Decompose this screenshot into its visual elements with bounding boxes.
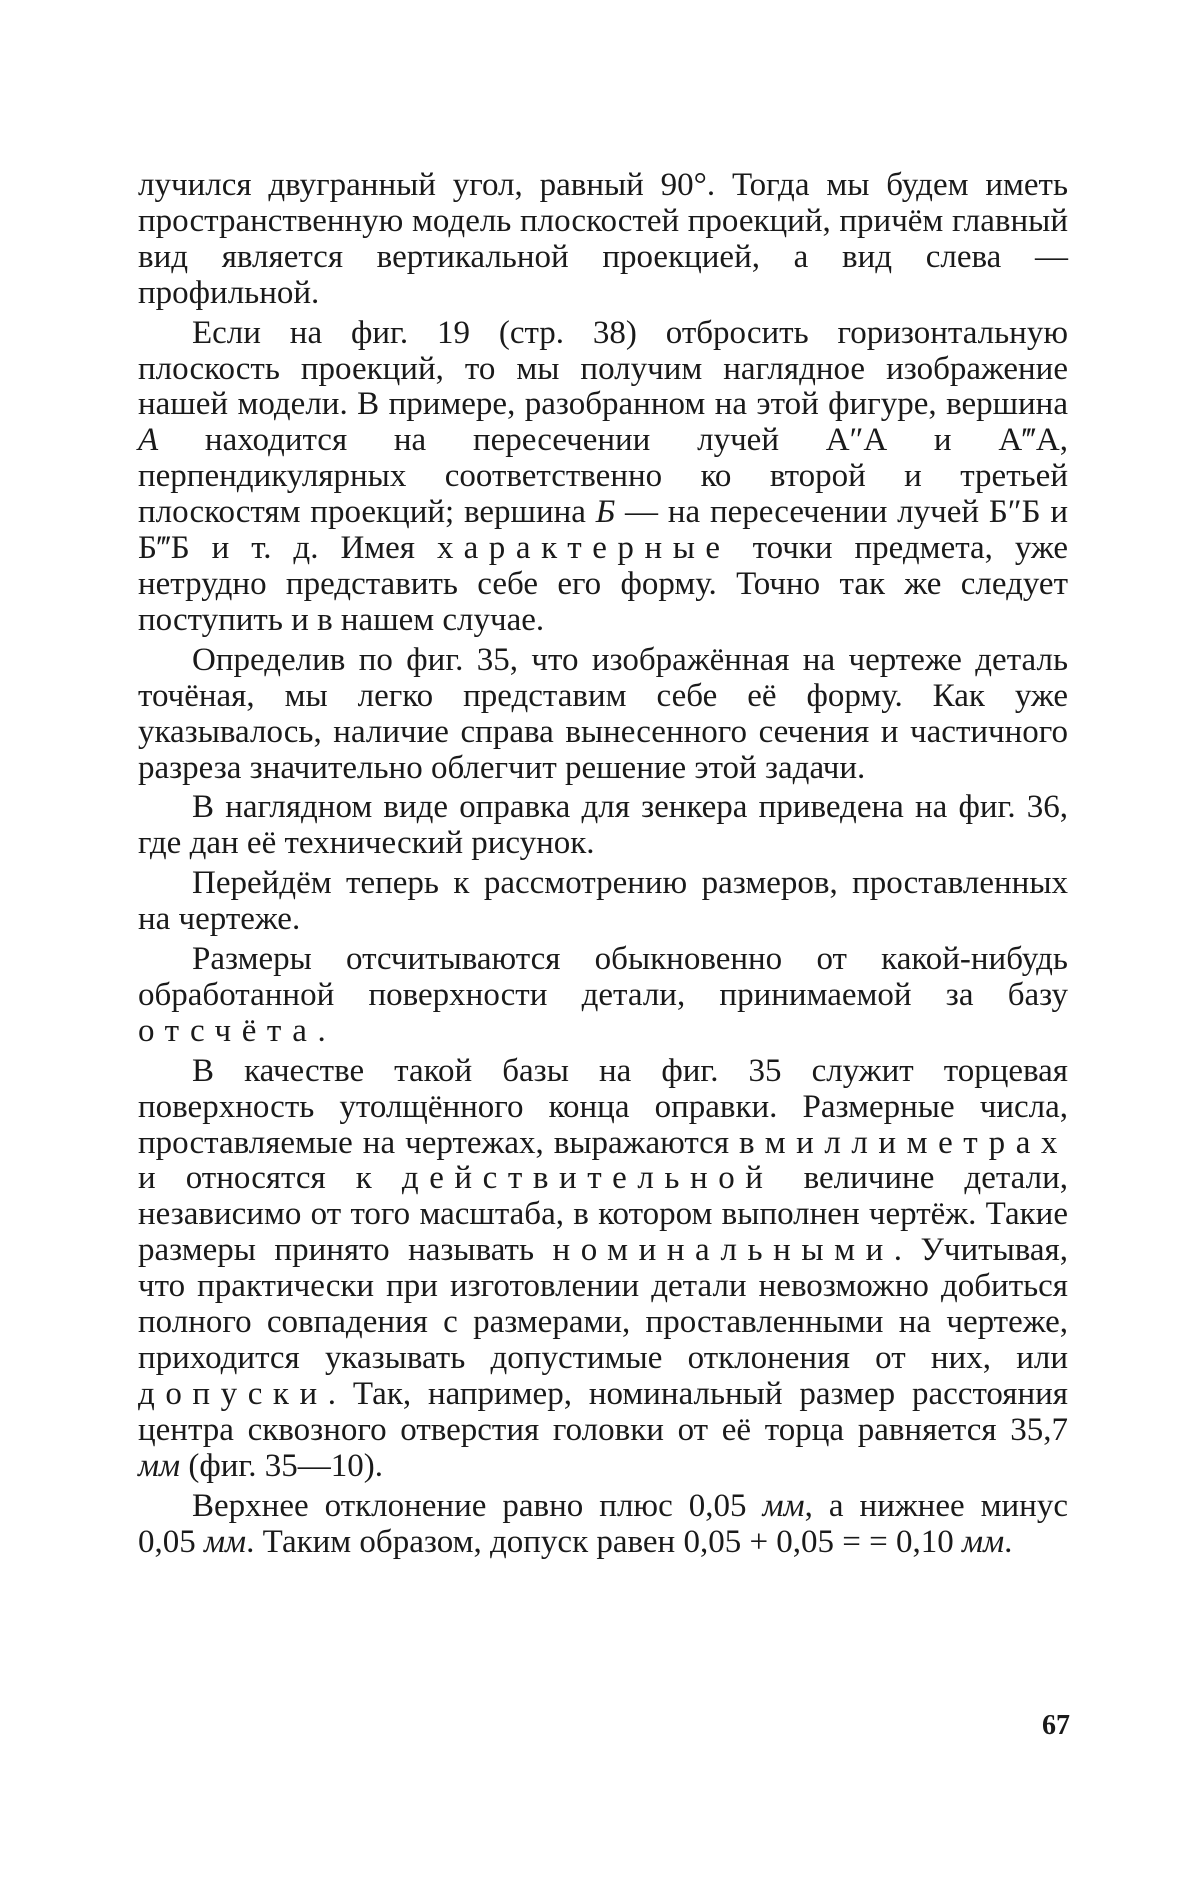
text-segment: , а нижнее минус 0,05 <box>138 1487 1068 1560</box>
text-segment: (фиг. 35—10). <box>180 1447 383 1484</box>
text-segment: . Учитывая, что практически при изготовлении детали невозможно добиться полного совпадения с размерами, проставленными на чертеже, приходится указывать допустимые отклонения от них, или <box>138 1232 1068 1376</box>
text-segment: Перейдём теперь к рассмотрению размеров, проставленных на чертеже. <box>138 865 1068 938</box>
text-segment: мм <box>762 1487 805 1524</box>
text-segment: Если на фиг. 19 (стр. 38) отбросить горизонтальную плоскость проекций, то мы получим наглядное изображение нашей модели. В примере, разобранном на этой фигуре, вершина <box>138 314 1068 423</box>
text-segment: . Таким образом, допуск равен 0,05 + 0,05 = = 0,10 <box>246 1523 963 1560</box>
paragraph-p2 <box>138 316 1068 639</box>
text-segment: А <box>138 422 159 459</box>
body-text <box>138 168 1068 1564</box>
text-segment: допуски <box>138 1375 328 1412</box>
paragraph-p3 <box>138 643 1068 787</box>
text-segment: характерные <box>436 530 731 567</box>
paragraph-p7 <box>138 1054 1068 1485</box>
paragraph-p5 <box>138 866 1068 938</box>
text-segment: Размеры отсчитываются обыкновенно от какой-нибудь обработанной поверхности детали, принимаемой за базу <box>138 941 1068 1013</box>
text-segment: точки предмета, уже нетрудно представить себе его форму. Точно так же следует поступить и в нашем случае. <box>138 530 1068 638</box>
page-number: 67 <box>1042 1710 1070 1741</box>
text-segment: действительной <box>401 1160 774 1197</box>
text-segment: Б <box>595 494 616 531</box>
text-segment: . <box>317 1012 326 1049</box>
text-segment: — на пересечении лучей Б″Б и Б‴Б и т. д. Имея <box>138 494 1069 567</box>
text-segment: миллиметрах <box>764 1124 1068 1161</box>
text-segment: Определив по фиг. 35, что изображённая на чертеже деталь точёная, мы легко представим себе её форму. Как уже указывалось, наличие справа вынесенного сечения и частичного разреза значительно облегчит решение этой задачи. <box>138 641 1068 786</box>
text-segment: лучился двугранный угол, равный 90°. Тогда мы будем иметь пространственную модель плоскостей проекций, причём главный вид является вертикальной проекцией, а вид слева — профильной. <box>138 167 1068 311</box>
paragraph-p6 <box>138 942 1068 1050</box>
text-segment: находится на пересечении лучей А″А и А‴А, перпендикулярных соответственно ко второй и третьей плоскостям проекций; вершина <box>138 422 1068 531</box>
text-segment: мм <box>962 1523 1005 1560</box>
text-segment: мм <box>138 1447 181 1484</box>
paragraph-p1 <box>138 168 1068 312</box>
paragraph-p4 <box>138 790 1068 862</box>
text-segment: величине детали, независимо от того масштаба, в котором выполнен чертёж. Такие размеры принято называть <box>138 1160 1068 1269</box>
text-segment: В наглядном виде оправка для зенкера приведена на фиг. 36, где дан её технический рисунок. <box>138 789 1068 862</box>
text-segment: отсчёта <box>138 1012 318 1049</box>
text-segment: и относятся к <box>138 1160 402 1197</box>
text-segment: . Так, например, номинальный размер расстояния центра сквозного отверстия головки от её торца равняется 35,7 <box>138 1375 1068 1448</box>
text-segment: мм <box>204 1523 247 1560</box>
paragraph-p8 <box>138 1489 1068 1561</box>
text-segment: Верхнее отклонение равно плюс 0,05 <box>192 1487 763 1524</box>
text-segment: номинальными <box>552 1232 894 1269</box>
text-segment: . <box>1004 1523 1013 1560</box>
text-segment: В качестве такой базы на фиг. 35 служит торцевая поверхность утолщённого конца оправки. Размерные числа, проставляемые на чертежах, выражаются в <box>138 1052 1068 1161</box>
